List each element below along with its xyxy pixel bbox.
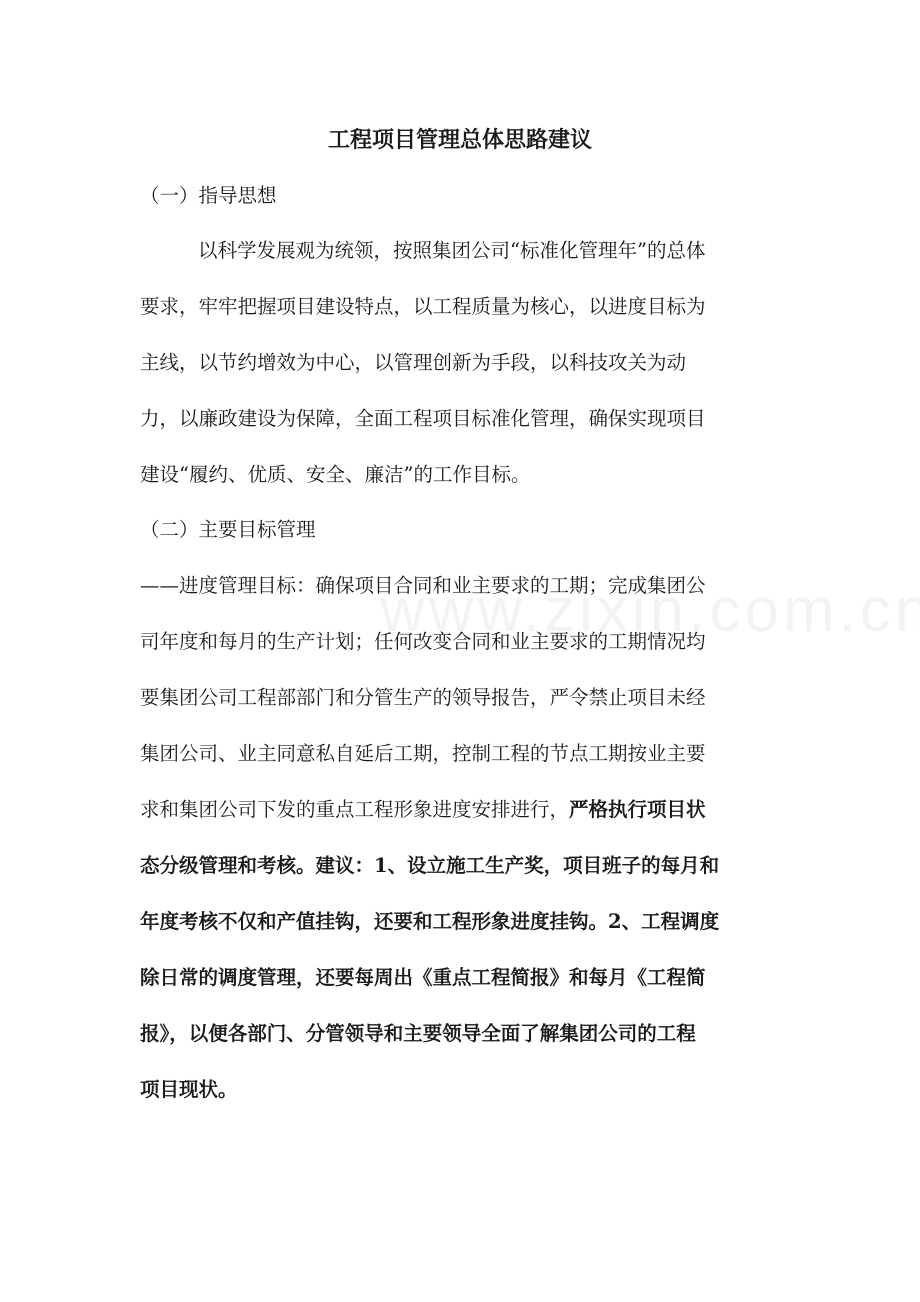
bold-paragraph-line: 除日常的调度管理，还要每周出《重点工程简报》和每月《工程简: [140, 966, 706, 989]
paragraph-line: ——进度管理目标：确保项目合同和业主要求的工期；完成集团公: [140, 574, 706, 597]
paragraph-line: 以科学发展观为统领，按照集团公司“标准化管理年”的总体: [198, 239, 706, 262]
bold-paragraph-line: 项目现状。: [140, 1078, 238, 1101]
paragraph-line: 主线，以节约增效为中心，以管理创新为手段，以科技攻关为动: [140, 351, 687, 374]
paragraph-line: 集团公司、业主同意私自延后工期，控制工程的节点工期按业主要: [140, 742, 706, 765]
bold-paragraph-line: 态分级管理和考核。建议：1、设立施工生产奖，项目班子的每月和: [140, 854, 720, 877]
paragraph-line: 要集团公司工程部部门和分管生产的领导报告，严令禁止项目未经: [140, 686, 706, 709]
bold-text: 严格执行项目状: [569, 798, 706, 821]
paragraph-text: 求和集团公司下发的重点工程形象进度安排进行，: [140, 798, 570, 821]
document-title: 工程项目管理总体思路建议: [327, 127, 592, 153]
section-1-heading: （一）指导思想: [140, 184, 277, 207]
paragraph-line: 要求，牢牢把握项目建设特点，以工程质量为核心，以进度目标为: [140, 295, 706, 318]
paragraph-line: 建设“履约、优质、安全、廉洁”的工作目标。: [140, 463, 531, 486]
section-2-heading: （二）主要目标管理: [140, 518, 316, 541]
paragraph-line: 司年度和每月的生产计划；任何改变合同和业主要求的工期情况均: [140, 630, 706, 653]
paragraph-line: 力，以廉政建设为保障，全面工程项目标准化管理，确保实现项目: [140, 407, 706, 430]
bold-paragraph-line: 报》，以便各部门、分管领导和主要领导全面了解集团公司的工程: [140, 1022, 696, 1045]
bold-paragraph-line: 年度考核不仅和产值挂钩，还要和工程形象进度挂钩。2、工程调度: [140, 910, 720, 933]
paragraph-line-mixed: [140, 792, 790, 828]
